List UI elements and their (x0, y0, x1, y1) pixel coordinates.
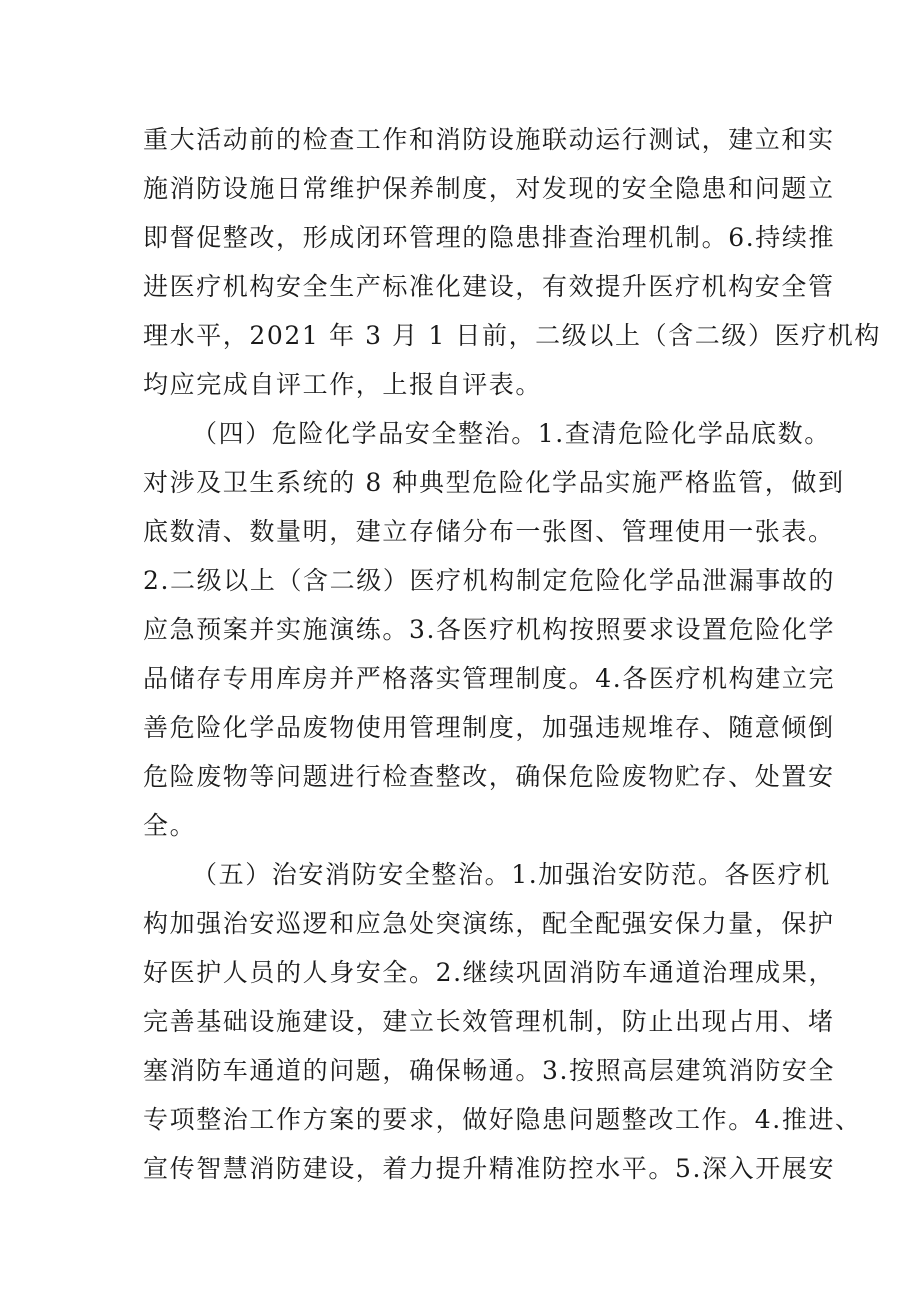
text-line: 好医护人员的人身安全。2.继续巩固消防车通道治理成果， (143, 958, 836, 987)
text-line: 施消防设施日常维护保养制度，对发现的安全隐患和问题立 (143, 174, 835, 203)
text-line: 宣传智慧消防建设，着力提升精准防控水平。5.深入开展安 (143, 1154, 836, 1183)
text-line: 专项整治工作方案的要求，做好隐患问题整改工作。4.推进、 (143, 1105, 862, 1134)
text-line: 重大活动前的检查工作和消防设施联动运行测试，建立和实 (143, 125, 835, 154)
text-line: 完善基础设施建设，建立长效管理机制，防止出现占用、堵 (143, 1007, 835, 1036)
section-heading-line: （五）治安消防安全整治。1.加强治安防范。各医疗机 (192, 860, 831, 889)
text-line: 2.二级以上（含二级）医疗机构制定危险化学品泄漏事故的 (143, 566, 836, 595)
text-line: 塞消防车通道的问题，确保畅通。3.按照高层建筑消防安全 (143, 1056, 836, 1085)
text-line: 善危险化学品废物使用管理制度，加强违规堆存、随意倾倒 (143, 713, 835, 742)
section-heading-line: （四）危险化学品安全整治。1.查清危险化学品底数。 (192, 419, 831, 448)
text-line: 均应完成自评工作，上报自评表。 (143, 370, 543, 399)
text-line: 构加强治安巡逻和应急处突演练，配全配强安保力量，保护 (143, 909, 835, 938)
text-line: 进医疗机构安全生产标准化建设，有效提升医疗机构安全管 (143, 272, 835, 301)
text-line: 全。 (143, 811, 197, 840)
text-line: 危险废物等问题进行检查整改，确保危险废物贮存、处置安 (143, 762, 835, 791)
text-line: 即督促整改，形成闭环管理的隐患排查治理机制。6.持续推 (143, 223, 836, 252)
text-line: 理水平，2021 年 3 月 1 日前，二级以上（含二级）医疗机构 (143, 321, 881, 350)
text-line: 对涉及卫生系统的 8 种典型危险化学品实施严格监管，做到 (143, 468, 845, 497)
text-line: 底数清、数量明，建立存储分布一张图、管理使用一张表。 (143, 517, 835, 546)
text-line: 应急预案并实施演练。3.各医疗机构按照要求设置危险化学 (143, 615, 836, 644)
text-line: 品储存专用库房并严格落实管理制度。4.各医疗机构建立完 (143, 664, 836, 693)
